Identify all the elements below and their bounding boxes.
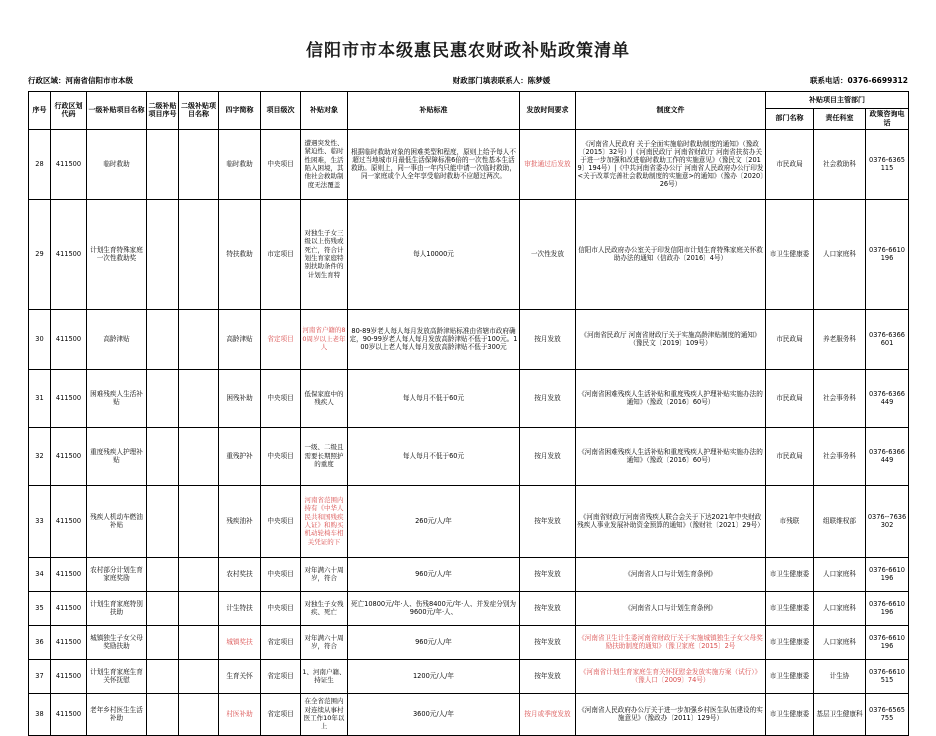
cell-policy-document: 《河南省困难残疾人生活补贴和重度残疾人护理补贴实施办法的通知》（豫政〔2016〕60号） bbox=[576, 427, 766, 485]
col-level: 项目级次 bbox=[261, 92, 301, 130]
cell-four-char-abbr: 特扶救助 bbox=[219, 199, 261, 309]
cell-seq: 37 bbox=[29, 659, 51, 693]
cell-secondary-item-seq bbox=[147, 485, 179, 557]
cell-secondary-item-name bbox=[179, 625, 219, 659]
meta-contact-person: 财政部门填表联系人：陈梦媛 bbox=[452, 76, 551, 85]
cell-secondary-item-seq bbox=[147, 427, 179, 485]
cell-authority-dept: 市卫生健康委 bbox=[766, 625, 814, 659]
cell-region-code: 411500 bbox=[51, 427, 87, 485]
col-authority-group: 补贴项目主管部门 bbox=[766, 92, 909, 109]
cell-secondary-item-seq bbox=[147, 369, 179, 427]
cell-project-level: 中央项目 bbox=[261, 485, 301, 557]
cell-project-level: 省定项目 bbox=[261, 659, 301, 693]
table-row[interactable] bbox=[29, 693, 909, 735]
cell-primary-item-name: 临时救助 bbox=[87, 129, 147, 199]
cell-secondary-item-name bbox=[179, 427, 219, 485]
cell-subsidy-object: 1、河南户籍、持证生 bbox=[301, 659, 348, 693]
cell-region-code: 411500 bbox=[51, 309, 87, 369]
cell-authority-dept: 市卫生健康委 bbox=[766, 557, 814, 591]
cell-project-level: 省定项目 bbox=[261, 309, 301, 369]
cell-four-char-abbr: 临时救助 bbox=[219, 129, 261, 199]
cell-responsible-section: 社会救助科 bbox=[814, 129, 866, 199]
cell-project-level: 市定项目 bbox=[261, 199, 301, 309]
cell-seq: 29 bbox=[29, 199, 51, 309]
col-abbr: 四字简称 bbox=[219, 92, 261, 130]
cell-primary-item-name: 计划生育特殊家庭一次性救助奖 bbox=[87, 199, 147, 309]
cell-payment-time: 按年发放 bbox=[520, 557, 576, 591]
cell-four-char-abbr: 困残补助 bbox=[219, 369, 261, 427]
meta-region: 行政区域：河南省信阳市市本级 bbox=[28, 76, 133, 85]
cell-four-char-abbr: 村医补助 bbox=[219, 693, 261, 735]
cell-consult-phone: 0376-6366449 bbox=[866, 369, 909, 427]
cell-consult-phone: 0376-6366449 bbox=[866, 427, 909, 485]
cell-authority-dept: 市残联 bbox=[766, 485, 814, 557]
cell-secondary-item-seq bbox=[147, 557, 179, 591]
table-row[interactable] bbox=[29, 199, 909, 309]
col-seq2: 二级补贴项目序号 bbox=[147, 92, 179, 130]
cell-consult-phone: 0376-6366601 bbox=[866, 309, 909, 369]
cell-policy-document: 《河南省困难残疾人生活补贴和重度残疾人护理补贴实施办法的通知》（豫政〔2016〕60号） bbox=[576, 369, 766, 427]
cell-responsible-section: 组联维权部 bbox=[814, 485, 866, 557]
cell-secondary-item-name bbox=[179, 659, 219, 693]
cell-region-code: 411500 bbox=[51, 591, 87, 625]
cell-responsible-section: 计生协 bbox=[814, 659, 866, 693]
cell-secondary-item-name bbox=[179, 309, 219, 369]
col-dept: 部门名称 bbox=[766, 109, 814, 130]
cell-consult-phone: 0376-6610515 bbox=[866, 659, 909, 693]
cell-four-char-abbr: 农村奖扶 bbox=[219, 557, 261, 591]
col-name2: 二级补贴项目名称 bbox=[179, 92, 219, 130]
cell-payment-time: 一次性发放 bbox=[520, 199, 576, 309]
cell-authority-dept: 市卫生健康委 bbox=[766, 693, 814, 735]
cell-payment-time: 按月发放 bbox=[520, 427, 576, 485]
cell-subsidy-object: 一级、二级且需要长期照护的重度 bbox=[301, 427, 348, 485]
cell-responsible-section: 人口家庭科 bbox=[814, 557, 866, 591]
cell-policy-document: 《河南省计划生育家庭生育关怀抚慰金发放实施方案（试行）》（豫人口〔2009〕74号） bbox=[576, 659, 766, 693]
cell-project-level: 省定项目 bbox=[261, 625, 301, 659]
cell-four-char-abbr: 计生特扶 bbox=[219, 591, 261, 625]
cell-responsible-section: 基层卫生健康科 bbox=[814, 693, 866, 735]
table-header bbox=[29, 92, 909, 130]
cell-policy-document: 信阳市人民政府办公室关于印发信阳市计划生育特殊家庭关怀救助办法的通知（信政办〔2016〕4号） bbox=[576, 199, 766, 309]
cell-secondary-item-name bbox=[179, 557, 219, 591]
cell-region-code: 411500 bbox=[51, 625, 87, 659]
cell-project-level: 中央项目 bbox=[261, 369, 301, 427]
table-row[interactable] bbox=[29, 625, 909, 659]
cell-subsidy-standard: 960元/人/年 bbox=[348, 625, 520, 659]
col-tel: 政策咨询电话 bbox=[866, 109, 909, 130]
table-row[interactable] bbox=[29, 129, 909, 199]
cell-subsidy-object: 对年满六十周岁，符合 bbox=[301, 557, 348, 591]
cell-payment-time: 按年发放 bbox=[520, 485, 576, 557]
cell-policy-document: 《河南省人民政府办公厅关于进一步加强乡村医生队伍建设的实施意见》（豫政办〔2011〕129号） bbox=[576, 693, 766, 735]
cell-project-level: 中央项目 bbox=[261, 129, 301, 199]
cell-seq: 31 bbox=[29, 369, 51, 427]
meta-contact-phone: 联系电话：0376-6699312 bbox=[809, 76, 908, 85]
cell-four-char-abbr: 高龄津贴 bbox=[219, 309, 261, 369]
cell-secondary-item-name bbox=[179, 693, 219, 735]
cell-responsible-section: 社会事务科 bbox=[814, 427, 866, 485]
cell-policy-document: 《河南省人口与计划生育条例》 bbox=[576, 557, 766, 591]
cell-subsidy-standard: 每人每月不低于60元 bbox=[348, 427, 520, 485]
cell-secondary-item-name bbox=[179, 591, 219, 625]
cell-authority-dept: 市卫生健康委 bbox=[766, 591, 814, 625]
cell-primary-item-name: 计划生育家庭特别扶助 bbox=[87, 591, 147, 625]
cell-secondary-item-seq bbox=[147, 129, 179, 199]
cell-authority-dept: 市卫生健康委 bbox=[766, 199, 814, 309]
cell-authority-dept: 市民政局 bbox=[766, 427, 814, 485]
cell-subsidy-object: 对年满六十周岁，符合 bbox=[301, 625, 348, 659]
cell-seq: 28 bbox=[29, 129, 51, 199]
cell-secondary-item-seq bbox=[147, 199, 179, 309]
cell-policy-document: 《河南省卫生计生委河南省财政厅关于实施城镇独生子女父母奖励扶助制度的通知》（豫卫家庭〔2015〕2号 bbox=[576, 625, 766, 659]
table-row[interactable] bbox=[29, 591, 909, 625]
page-title: 信阳市市本级惠民惠农财政补贴政策清单 bbox=[306, 41, 630, 61]
cell-subsidy-standard: 死亡10800元/年·人、伤残8400元/年·人、并发症分别为9600元/年·人、 bbox=[348, 591, 520, 625]
cell-consult-phone: 0376-6610196 bbox=[866, 557, 909, 591]
cell-four-char-abbr: 生育关怀 bbox=[219, 659, 261, 693]
cell-secondary-item-name bbox=[179, 129, 219, 199]
cell-secondary-item-name bbox=[179, 199, 219, 309]
cell-primary-item-name: 困难残疾人生活补贴 bbox=[87, 369, 147, 427]
cell-region-code: 411500 bbox=[51, 369, 87, 427]
cell-four-char-abbr: 城镇奖扶 bbox=[219, 625, 261, 659]
table-row[interactable] bbox=[29, 557, 909, 591]
cell-policy-document: 《河南省民政厅 河南省财政厅关于实施高龄津贴制度的通知》（豫民文〔2019〕109号） bbox=[576, 309, 766, 369]
cell-project-level: 中央项目 bbox=[261, 557, 301, 591]
cell-primary-item-name: 农村部分计划生育家庭奖励 bbox=[87, 557, 147, 591]
col-section: 责任科室 bbox=[814, 109, 866, 130]
cell-subsidy-standard: 根据临时救助对象的困难类型和程度，原则上给予每人不超过当地城市月最低生活保障标准6倍的一次性基本生活救助。原则上，同一事由一年内只能申请一次临时救助，同一家庭或个人全年享受临时救助不应超过两次。 bbox=[348, 129, 520, 199]
cell-primary-item-name: 城镇独生子女父母奖励扶助 bbox=[87, 625, 147, 659]
col-object: 补贴对象 bbox=[301, 92, 348, 130]
cell-primary-item-name: 老年乡村医生生活补助 bbox=[87, 693, 147, 735]
table-row[interactable] bbox=[29, 427, 909, 485]
cell-responsible-section: 人口家庭科 bbox=[814, 199, 866, 309]
cell-region-code: 411500 bbox=[51, 659, 87, 693]
cell-seq: 34 bbox=[29, 557, 51, 591]
table-container bbox=[0, 91, 936, 736]
cell-secondary-item-seq bbox=[147, 693, 179, 735]
cell-subsidy-standard: 3600元/人/年 bbox=[348, 693, 520, 735]
col-seq: 序号 bbox=[29, 92, 51, 130]
cell-authority-dept: 市民政局 bbox=[766, 309, 814, 369]
cell-consult-phone: 0376-6610196 bbox=[866, 199, 909, 309]
table-body bbox=[29, 129, 909, 735]
cell-subsidy-object: 河南省户籍的80周岁以上老年人 bbox=[301, 309, 348, 369]
cell-subsidy-object: 遭遇突发性、紧迫性、临时性困难，生活陷入困境，其他社会救助制度无法覆盖 bbox=[301, 129, 348, 199]
table-row[interactable] bbox=[29, 485, 909, 557]
cell-seq: 32 bbox=[29, 427, 51, 485]
header-row-top bbox=[29, 92, 909, 109]
col-name1: 一级补贴项目名称 bbox=[87, 92, 147, 130]
cell-primary-item-name: 残疾人机动车燃油补贴 bbox=[87, 485, 147, 557]
cell-region-code: 411500 bbox=[51, 693, 87, 735]
cell-subsidy-object: 在全省范围内对连续从事村医工作10年以上 bbox=[301, 693, 348, 735]
cell-subsidy-standard: 1200元/人/年 bbox=[348, 659, 520, 693]
col-doc: 制度文件 bbox=[576, 92, 766, 130]
cell-consult-phone: 0376-6610196 bbox=[866, 591, 909, 625]
cell-subsidy-standard: 260元/人/年 bbox=[348, 485, 520, 557]
cell-payment-time: 按月或季度发放 bbox=[520, 693, 576, 735]
subsidy-policy-table bbox=[28, 91, 909, 736]
cell-secondary-item-seq bbox=[147, 625, 179, 659]
cell-secondary-item-name bbox=[179, 369, 219, 427]
cell-subsidy-standard: 每人每月不低于60元 bbox=[348, 369, 520, 427]
cell-seq: 38 bbox=[29, 693, 51, 735]
cell-subsidy-object: 低保家庭中的残疾人 bbox=[301, 369, 348, 427]
cell-consult-phone: 0376-6610196 bbox=[866, 625, 909, 659]
table-row[interactable] bbox=[29, 369, 909, 427]
cell-subsidy-object: 对独生子女三级以上伤残或死亡，符合计划生育家庭特别扶助条件的计划生育特 bbox=[301, 199, 348, 309]
cell-payment-time: 按月发放 bbox=[520, 369, 576, 427]
cell-four-char-abbr: 重残护补 bbox=[219, 427, 261, 485]
cell-authority-dept: 市民政局 bbox=[766, 129, 814, 199]
cell-payment-time: 按月发放 bbox=[520, 309, 576, 369]
cell-responsible-section: 社会事务科 bbox=[814, 369, 866, 427]
cell-seq: 33 bbox=[29, 485, 51, 557]
table-row[interactable] bbox=[29, 309, 909, 369]
cell-policy-document: 《河南省财政厅河南省残疾人联合会关于下达2021年中央财政残疾人事业发展补助资金预算的通知》（豫财社〔2021〕29号） bbox=[576, 485, 766, 557]
cell-project-level: 中央项目 bbox=[261, 427, 301, 485]
col-standard: 补贴标准 bbox=[348, 92, 520, 130]
cell-four-char-abbr: 残疾油补 bbox=[219, 485, 261, 557]
cell-region-code: 411500 bbox=[51, 199, 87, 309]
cell-project-level: 省定项目 bbox=[261, 693, 301, 735]
cell-payment-time: 按年发放 bbox=[520, 591, 576, 625]
cell-policy-document: 《河南省人民政府 关于全面实施临时救助制度的通知》（豫政〔2015〕32号）|《河南民政厅 河南省财政厅 河南省扶贫办关于进一步加强和改进临时救助工作的实施意见》（豫民文〔2019〕194号）|《中共河南省委办公厅 河南省人民政府办公厅印发<关于改革完善社会救助制度的实施意>的通知》（豫办〔2020〕26号） bbox=[576, 129, 766, 199]
col-time: 发放时间要求 bbox=[520, 92, 576, 130]
cell-secondary-item-seq bbox=[147, 309, 179, 369]
cell-responsible-section: 人口家庭科 bbox=[814, 591, 866, 625]
cell-subsidy-standard: 960元/人/年 bbox=[348, 557, 520, 591]
cell-secondary-item-seq bbox=[147, 659, 179, 693]
document-meta bbox=[0, 67, 936, 91]
cell-payment-time: 按年发放 bbox=[520, 659, 576, 693]
cell-payment-time: 审批通过后发放 bbox=[520, 129, 576, 199]
cell-seq: 30 bbox=[29, 309, 51, 369]
cell-region-code: 411500 bbox=[51, 485, 87, 557]
cell-authority-dept: 市民政局 bbox=[766, 369, 814, 427]
cell-secondary-item-name bbox=[179, 485, 219, 557]
col-code: 行政区划代码 bbox=[51, 92, 87, 130]
cell-primary-item-name: 高龄津贴 bbox=[87, 309, 147, 369]
cell-seq: 35 bbox=[29, 591, 51, 625]
cell-secondary-item-seq bbox=[147, 591, 179, 625]
cell-payment-time: 按年发放 bbox=[520, 625, 576, 659]
cell-consult-phone: 0376--7636302 bbox=[866, 485, 909, 557]
cell-consult-phone: 0376-6565755 bbox=[866, 693, 909, 735]
cell-responsible-section: 养老服务科 bbox=[814, 309, 866, 369]
cell-consult-phone: 0376-6365115 bbox=[866, 129, 909, 199]
cell-primary-item-name: 重度残疾人护理补贴 bbox=[87, 427, 147, 485]
cell-subsidy-object: 对独生子女残疾、死亡 bbox=[301, 591, 348, 625]
cell-subsidy-object: 河南省范围内持有《中华人民共和国残疾人证》和购买机动轮椅车相关凭证的下 bbox=[301, 485, 348, 557]
cell-subsidy-standard: 80-89岁老人每人每月发放高龄津贴标准由省辖市政府确定，90-99岁老人每人每月发放高龄津贴不低于100元。100岁以上老人每人每月发放高龄津贴不低于300元 bbox=[348, 309, 520, 369]
cell-primary-item-name: 计划生育家庭生育关怀抚慰 bbox=[87, 659, 147, 693]
cell-region-code: 411500 bbox=[51, 129, 87, 199]
cell-region-code: 411500 bbox=[51, 557, 87, 591]
cell-subsidy-standard: 每人10000元 bbox=[348, 199, 520, 309]
cell-authority-dept: 市卫生健康委 bbox=[766, 659, 814, 693]
cell-project-level: 中央项目 bbox=[261, 591, 301, 625]
cell-policy-document: 《河南省人口与计划生育条例》 bbox=[576, 591, 766, 625]
cell-seq: 36 bbox=[29, 625, 51, 659]
table-row[interactable] bbox=[29, 659, 909, 693]
cell-responsible-section: 人口家庭科 bbox=[814, 625, 866, 659]
